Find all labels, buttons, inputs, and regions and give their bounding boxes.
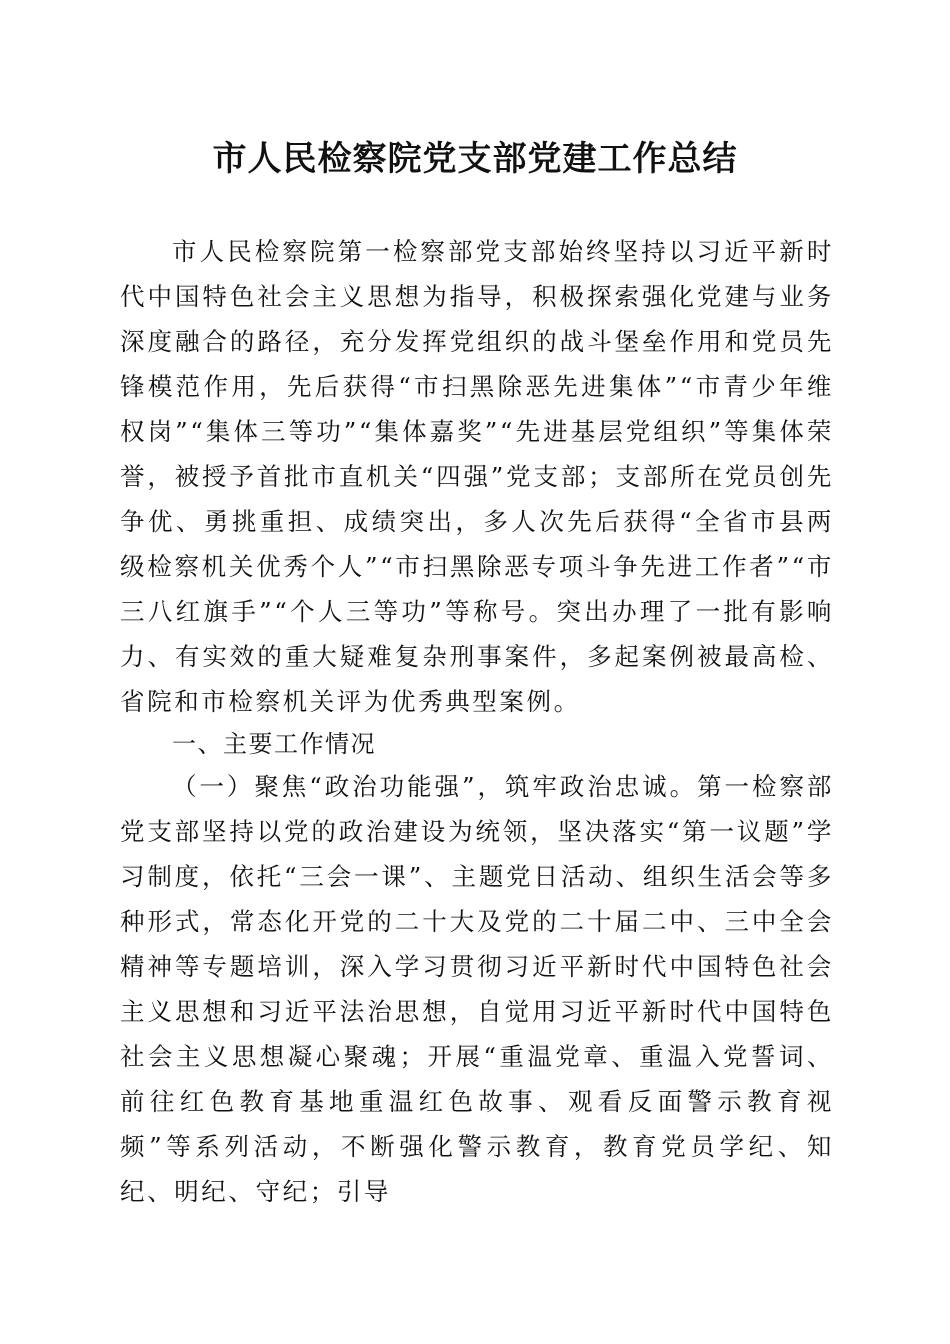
subsection-1-text: 第一检察部党支部坚持以党的政治建设为统领，坚决落实“第一议题”学习制度，依托“三会一课”、主题党日活动、组织生活会等多种形式，常态化开党的二十大及党的二十届二中、三中全会精神等专题培训，深入学习贯彻习近平新时代中国特色社会主义思想和习近平法治思想，自觉用习近平新时代中国特色社会主义思想凝心聚魂；开展“重温党章、重温入党誓词、前往红色教育基地重温红色故事、观看反面警示教育视频”等系列活动，不断强化警示教育，教育党员学纪、知纪、明纪、守纪；引导 xyxy=(120,772,834,1206)
section-heading: 一、主要工作情况 xyxy=(172,730,376,758)
document-title: 市人民检察院党支部党建工作总结 xyxy=(212,139,738,179)
subsection-1 xyxy=(120,764,834,1214)
subsection-1-paragraph xyxy=(120,764,834,1214)
intro-paragraph: 市人民检察院第一检察部党支部始终坚持以习近平新时代中国特色社会主义思想为指导，积极探索强化党建与业务深度融合的路径，充分发挥党组织的战斗堡垒作用和党员先锋模范作用，先后获得“市扫黑除恶先进集体”“市青少年维权岗”“集体三等功”“集体嘉奖”“先进基层党组织”等集体荣誉，被授予首批市直机关“四强”党支部；支部所在党员创先争优、勇挑重担、成绩突出，多人次先后获得“全省市县两级检察机关优秀个人”“市扫黑除恶专项斗争先进工作者”“市三八红旗手”“个人三等功”等称号。突出办理了一批有影响力、有实效的重大疑难复杂刑事案件，多起案例被最高检、省院和市检察机关评为优秀典型案例。 xyxy=(120,237,834,716)
intro-section xyxy=(120,229,834,724)
subsection-1-lead: （一）聚焦“政治功能强”，筑牢政治忠诚。 xyxy=(172,772,698,801)
